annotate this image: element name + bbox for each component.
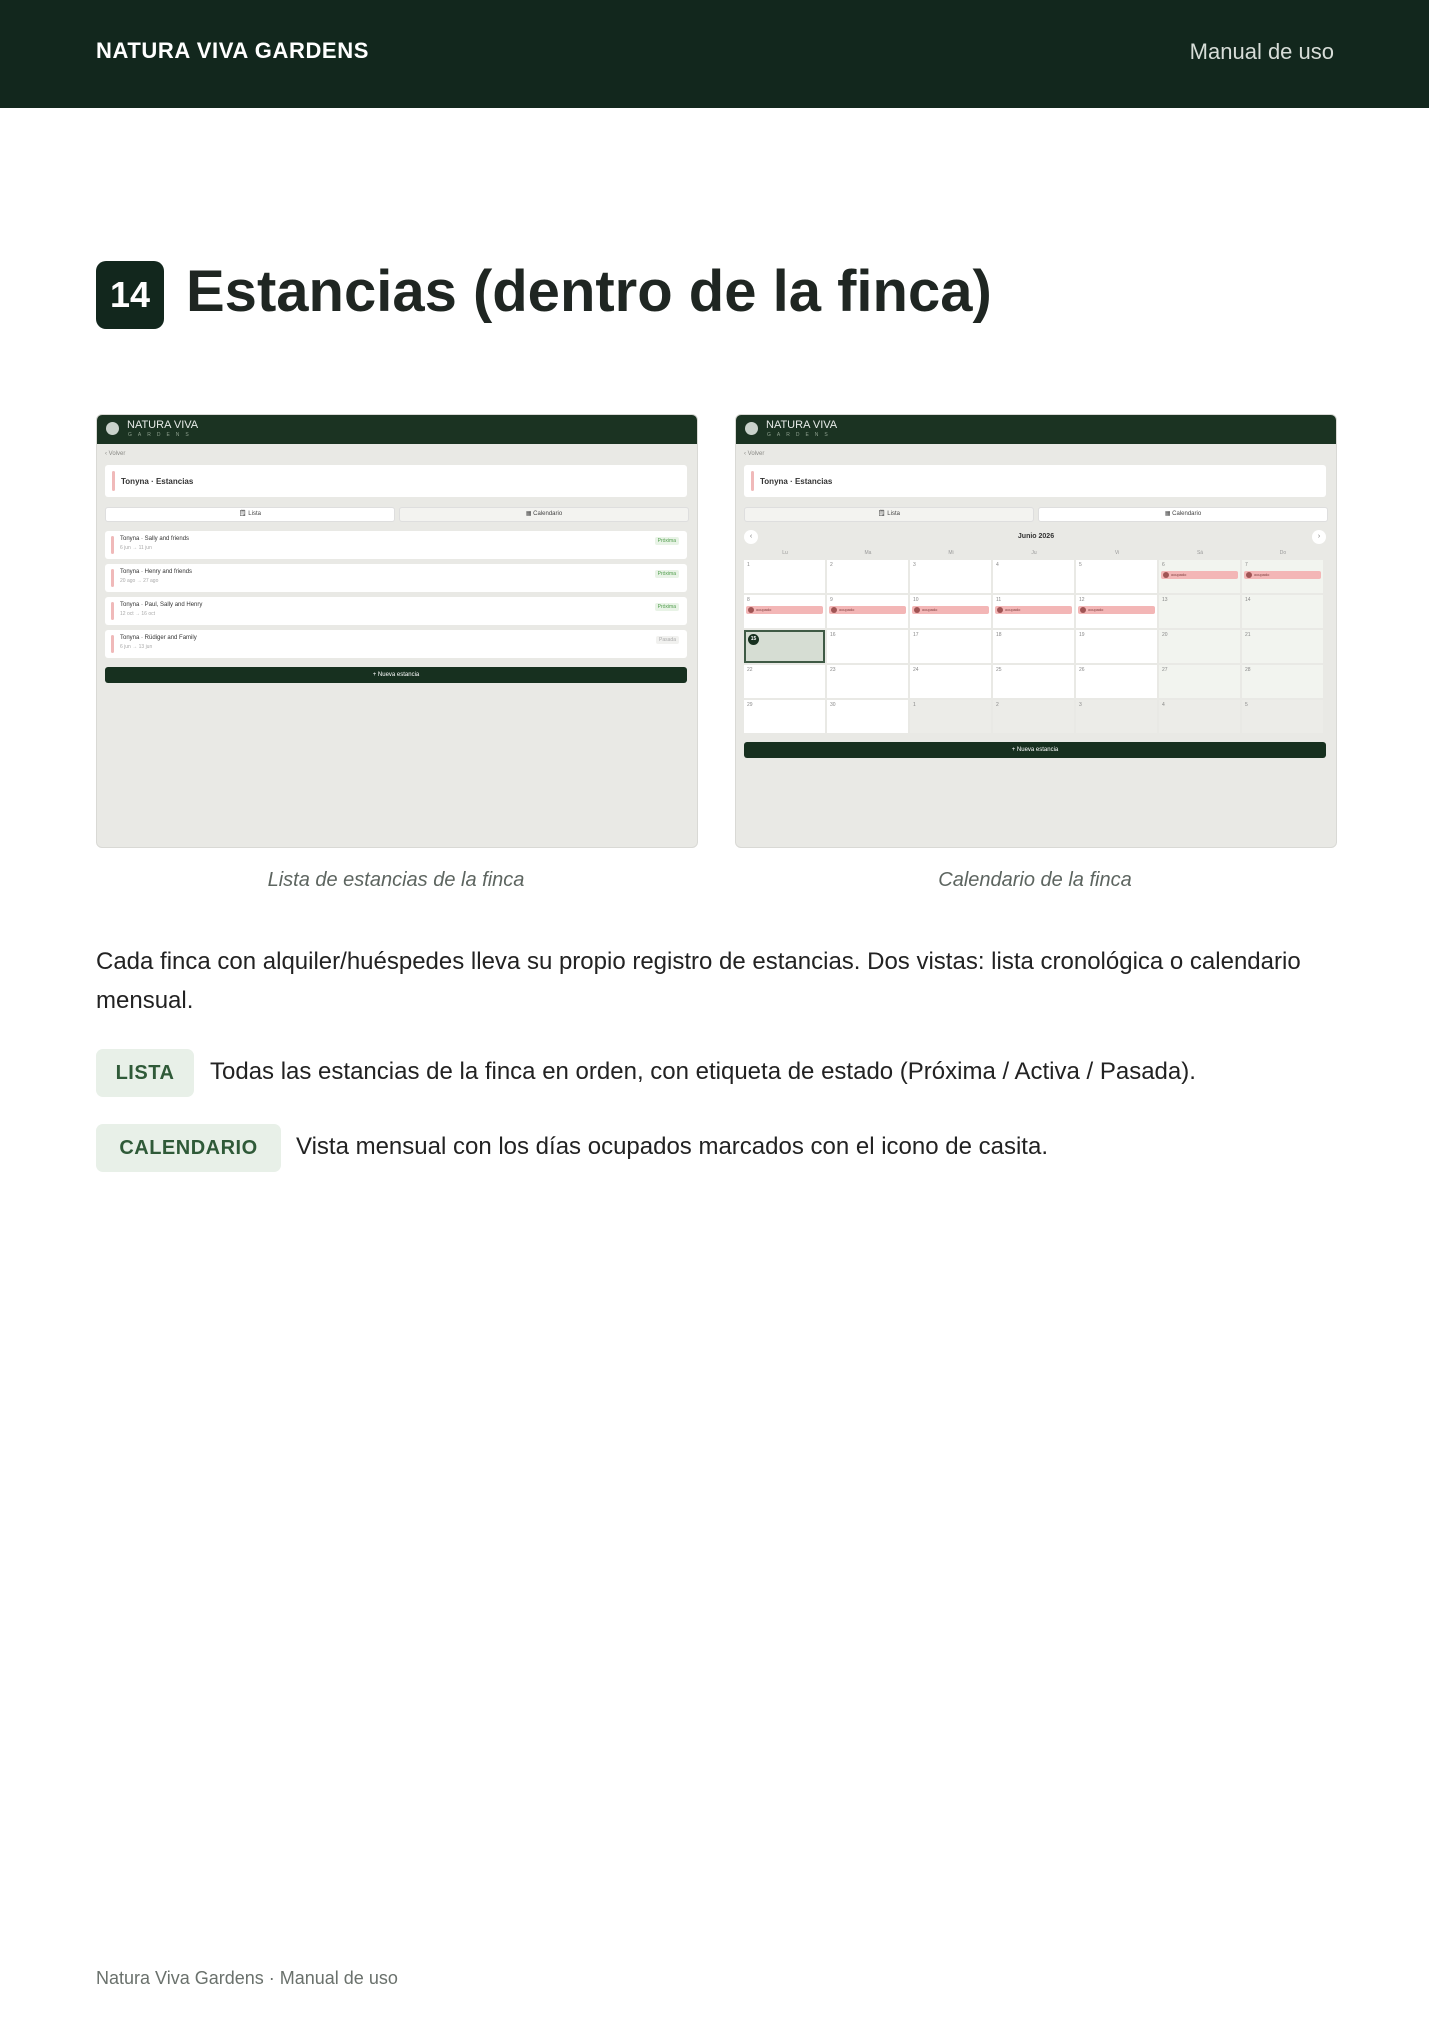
day-number: 5: [1245, 702, 1248, 708]
day-number: 1: [747, 562, 750, 568]
weekday-label: Do: [1279, 550, 1287, 556]
day-number: 18: [996, 632, 1002, 638]
accent-bar: [112, 471, 115, 491]
calendar-day: [827, 700, 908, 733]
tab-calendario: ▦ Calendario: [1038, 507, 1328, 522]
calendar-day: [1076, 700, 1157, 733]
calendar-day: [910, 630, 991, 663]
day-number: 10: [913, 597, 919, 603]
page-title-card: [744, 465, 1326, 497]
weekday-label: Vi: [1114, 550, 1120, 556]
calendar-day: [910, 665, 991, 698]
stay-name: Tonyna · Sally and friends: [120, 536, 190, 542]
stay-dates: 6 jun → 13 jun: [120, 644, 153, 650]
list-item: [105, 531, 687, 559]
day-number: 16: [830, 632, 836, 638]
calendar-day: [744, 630, 825, 663]
calendar-day: [827, 630, 908, 663]
list-item: [105, 564, 687, 592]
calendar-day: [1076, 665, 1157, 698]
calendar-day: [1242, 700, 1323, 733]
day-number: 3: [913, 562, 916, 568]
day-number: 13: [1162, 597, 1168, 603]
mini-brand: NATURA VIVA: [127, 419, 199, 431]
day-number: 11: [996, 597, 1002, 603]
item-calendario-text: Vista mensual con los días ocupados marcados con el icono de casita.: [296, 1133, 1048, 1160]
day-number: 30: [830, 702, 836, 708]
calendar-day: [1242, 630, 1323, 663]
tag-calendario: CALENDARIO: [96, 1124, 281, 1172]
day-number: 1: [913, 702, 916, 708]
occupied-house-icon: ocupado: [1078, 606, 1155, 614]
calendar-day: [1242, 560, 1323, 593]
accent-bar: [111, 569, 114, 587]
calendar-day: [910, 560, 991, 593]
page-title: Tonyna · Estancias: [760, 477, 833, 486]
calendar-day: [993, 595, 1074, 628]
calendar-month: Junio 2026: [1017, 533, 1055, 540]
calendar-day: [910, 700, 991, 733]
day-number: 3: [1079, 702, 1082, 708]
calendar-day: [744, 665, 825, 698]
next-month-icon: ›: [1312, 530, 1326, 544]
day-number: 26: [1079, 667, 1085, 673]
calendar-day: [744, 560, 825, 593]
stay-dates: 12 oct → 16 oct: [120, 611, 156, 617]
weekday-label: Lu: [782, 550, 788, 556]
weekday-label: Ma: [864, 550, 872, 556]
day-number: 7: [1245, 562, 1248, 568]
day-number: 20: [1162, 632, 1168, 638]
day-number: 22: [747, 667, 753, 673]
calendar-day: [744, 700, 825, 733]
stay-dates: 20 ago → 27 ago: [120, 578, 159, 584]
day-number: 19: [1079, 632, 1085, 638]
mini-brand-sub: GARDENS: [767, 432, 834, 438]
day-number: 4: [1162, 702, 1165, 708]
stay-dates: 6 jun → 11 jun: [120, 545, 152, 551]
calendar-day: [1159, 630, 1240, 663]
calendar-day: [1159, 665, 1240, 698]
occupied-house-icon: ocupado: [746, 606, 823, 614]
day-number: 2: [996, 702, 999, 708]
mini-app-header: [97, 415, 697, 444]
day-number: 4: [996, 562, 999, 568]
day-number: 24: [913, 667, 919, 673]
day-number: 8: [747, 597, 750, 603]
day-number: 5: [1079, 562, 1082, 568]
tab-lista: 🗒 Lista: [105, 507, 395, 522]
weekday-label: Mi: [948, 550, 954, 556]
calendar-day: [827, 560, 908, 593]
status-badge: Próxima: [655, 570, 679, 578]
day-number: 12: [1079, 597, 1085, 603]
calendar-day: [910, 595, 991, 628]
calendar-day: [1242, 595, 1323, 628]
stay-name: Tonyna · Rüdiger and Family: [120, 635, 197, 641]
page-title: Tonyna · Estancias: [121, 477, 194, 486]
occupied-house-icon: ocupado: [1244, 571, 1321, 579]
page-footer: Natura Viva Gardens · Manual de uso: [96, 1968, 398, 1988]
item-lista-text: Todas las estancias de la finca en orden, con etiqueta de estado (Próxima / Activa / Pasada).: [210, 1058, 1196, 1085]
weekday-label: Ju: [1031, 550, 1037, 556]
accent-bar: [751, 471, 754, 491]
prev-month-icon: ‹: [744, 530, 758, 544]
list-view-screenshot: [96, 414, 698, 848]
day-number: 27: [1162, 667, 1168, 673]
leaf-logo-icon: [106, 422, 119, 435]
day-number: 29: [747, 702, 753, 708]
occupied-house-icon: ocupado: [995, 606, 1072, 614]
list-item: [105, 597, 687, 625]
calendar-day: [827, 665, 908, 698]
day-number: 21: [1245, 632, 1251, 638]
calendar-day: [827, 595, 908, 628]
day-number: 2: [830, 562, 833, 568]
stay-name: Tonyna · Paul, Sally and Henry: [120, 602, 203, 608]
calendar-caption: Calendario de la finca: [938, 869, 1132, 891]
back-link: ‹ Volver: [105, 451, 126, 457]
new-stay-button: + Nueva estancia: [744, 742, 1326, 758]
weekday-label: Sá: [1196, 550, 1204, 556]
day-number: 9: [830, 597, 833, 603]
new-stay-button: + Nueva estancia: [105, 667, 687, 683]
day-number: 15: [748, 634, 759, 645]
leaf-logo-icon: [745, 422, 758, 435]
calendar-day: [993, 560, 1074, 593]
calendar-day: [1076, 595, 1157, 628]
page-title-card: [105, 465, 687, 497]
occupied-house-icon: ocupado: [829, 606, 906, 614]
back-link: ‹ Volver: [744, 451, 765, 457]
calendar-day: [1076, 630, 1157, 663]
status-badge: Próxima: [655, 537, 679, 545]
accent-bar: [111, 602, 114, 620]
calendar-day: [1159, 560, 1240, 593]
calendar-day: [1159, 700, 1240, 733]
status-badge: Próxima: [655, 603, 679, 611]
calendar-day: [993, 630, 1074, 663]
mini-brand: NATURA VIVA: [766, 419, 838, 431]
intro-paragraph: Cada finca con alquiler/huéspedes lleva su propio registro de estancias. Dos vistas: lista cronológica o calendario mensual.: [96, 948, 1301, 1014]
tab-lista: 🗒 Lista: [744, 507, 1034, 522]
calendar-day: [1242, 665, 1323, 698]
calendar-day: [993, 700, 1074, 733]
section-title: Estancias (dentro de la finca): [186, 259, 992, 324]
section-number: 14: [96, 261, 164, 329]
day-number: 17: [913, 632, 919, 638]
list-caption: Lista de estancias de la finca: [267, 869, 525, 891]
day-number: 14: [1245, 597, 1251, 603]
status-badge: Pasada: [656, 636, 679, 644]
tag-lista: LISTA: [96, 1049, 194, 1097]
mini-brand-sub: GARDENS: [128, 432, 195, 438]
accent-bar: [111, 536, 114, 554]
occupied-house-icon: ocupado: [912, 606, 989, 614]
list-item: [105, 630, 687, 658]
tab-calendario: ▦ Calendario: [399, 507, 689, 522]
calendar-day: [1076, 560, 1157, 593]
calendar-day: [1159, 595, 1240, 628]
mini-app-header: [736, 415, 1336, 444]
manual-label: Manual de uso: [1189, 39, 1334, 64]
day-number: 28: [1245, 667, 1251, 673]
calendar-day: [744, 595, 825, 628]
top-bar: [0, 0, 1429, 108]
occupied-house-icon: ocupado: [1161, 571, 1238, 579]
brand-name: NATURA VIVA GARDENS: [96, 38, 369, 63]
calendar-view-screenshot: [735, 414, 1337, 848]
day-number: 23: [830, 667, 836, 673]
calendar-day: [993, 665, 1074, 698]
accent-bar: [111, 635, 114, 653]
stay-name: Tonyna · Henry and friends: [120, 569, 193, 575]
day-number: 25: [996, 667, 1002, 673]
day-number: 6: [1162, 562, 1165, 568]
